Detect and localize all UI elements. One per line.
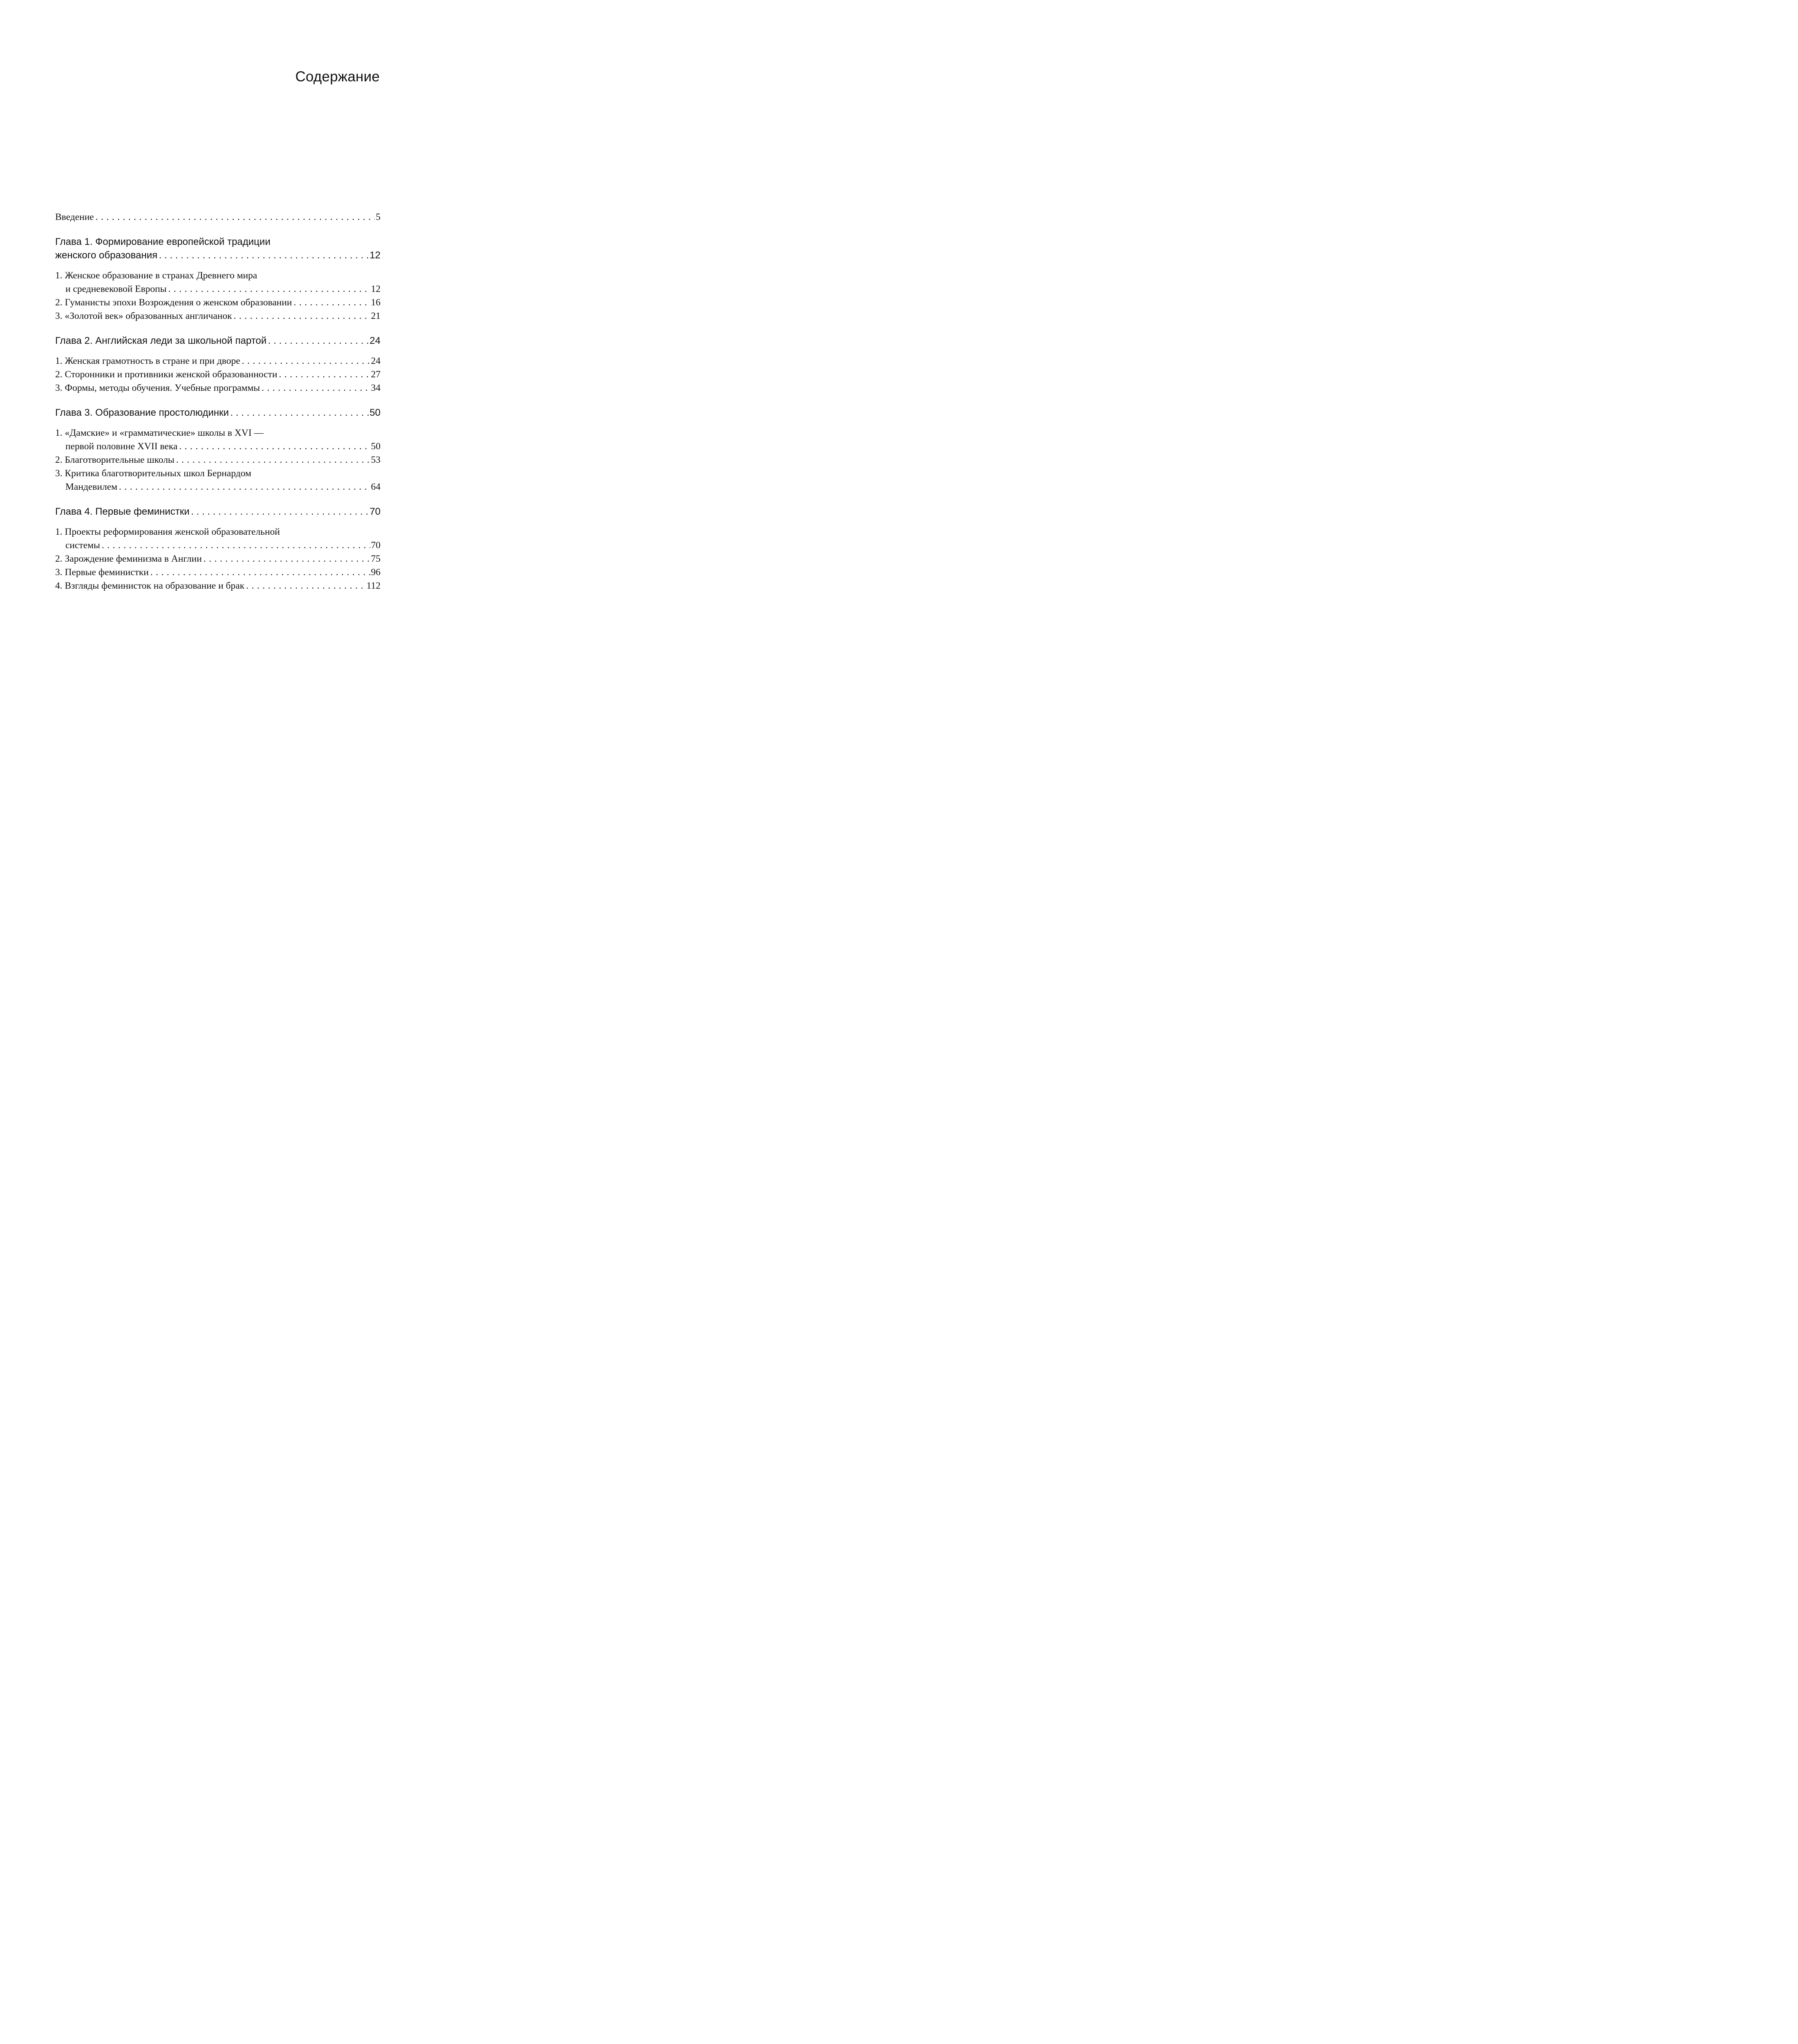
toc-chapter-4[interactable] (55, 505, 381, 518)
toc-chapter-label: Глава 4. Первые феминистки (55, 506, 190, 517)
toc-page-number: 21 (371, 311, 381, 321)
dot-leader (246, 579, 366, 593)
toc-section-label: 4. Взгляды феминисток на образование и брак (55, 580, 245, 591)
toc-section-label: первой половине XVII века (65, 441, 178, 452)
toc-section-label: Мандевилем (65, 482, 117, 492)
toc-page-number: 12 (371, 284, 381, 294)
dot-leader (176, 453, 370, 467)
toc-section-4-3[interactable] (55, 566, 381, 579)
dot-leader (159, 249, 369, 262)
toc-section-2-1[interactable] (55, 354, 381, 368)
dot-leader (102, 539, 370, 552)
toc-page-number: 112 (366, 580, 381, 591)
toc-page-number: 24 (371, 356, 381, 366)
toc-section-3-1[interactable] (55, 440, 381, 453)
toc-section-1-1-title[interactable]: 1. Женское образование в странах Древнего мира (55, 270, 257, 281)
dot-leader (268, 334, 369, 348)
toc-section-3-3-title[interactable]: 3. Критика благотворительных школ Бернардом (55, 468, 251, 479)
toc-section-1-3[interactable] (55, 309, 381, 323)
toc-section-3-3[interactable] (55, 480, 381, 494)
toc-section-label: 2. Благотворительные школы (55, 455, 175, 465)
dot-leader (262, 381, 370, 395)
toc-section-4-1-title[interactable]: 1. Проекты реформирования женской образовательной (55, 527, 280, 537)
toc-section-label: 2. Сторонники и противники женской образованности (55, 369, 278, 380)
toc-section-label: 1. Женская грамотность в стране и при дворе (55, 356, 240, 366)
toc-chapter-1-title[interactable]: Глава 1. Формирование европейской традиции (55, 236, 271, 247)
toc-section-label: системы (65, 540, 100, 551)
toc-section-label: 3. Первые феминистки (55, 567, 149, 578)
toc-chapter-1[interactable] (55, 249, 381, 262)
toc-page-number: 34 (371, 383, 381, 393)
dot-leader (279, 368, 370, 381)
toc-section-label: 3. Формы, методы обучения. Учебные программы (55, 383, 260, 393)
dot-leader (234, 309, 370, 323)
toc-entry-label: Введение (55, 212, 94, 222)
toc-page-number: 24 (369, 335, 381, 346)
dot-leader (168, 282, 370, 296)
dot-leader (191, 505, 369, 519)
toc-section-1-1[interactable] (55, 282, 381, 296)
toc-section-label: 2. Гуманисты эпохи Возрождения о женском образовании (55, 297, 292, 308)
toc-chapter-label: Глава 2. Английская леди за школьной партой (55, 335, 267, 346)
toc-page-number: 96 (371, 567, 381, 578)
toc-section-3-2[interactable] (55, 453, 381, 467)
dot-leader (119, 480, 370, 494)
toc-section-label: и средневековой Европы (65, 284, 167, 294)
toc-section-label: 3. «Золотой век» образованных англичанок (55, 311, 232, 321)
dot-leader (293, 296, 370, 309)
toc-page-number: 64 (371, 482, 381, 492)
dot-leader (242, 354, 370, 368)
toc-section-3-1-title[interactable]: 1. «Дамские» и «грамматические» школы в XVI — (55, 428, 264, 438)
dot-leader (204, 552, 370, 566)
toc-page-number: 5 (376, 212, 381, 222)
toc-chapter-label: женского образования (55, 250, 158, 261)
toc-page-number: 75 (371, 554, 381, 564)
toc-page-number: 50 (369, 407, 381, 418)
toc-section-4-4[interactable] (55, 579, 381, 593)
dot-leader (150, 566, 370, 579)
toc-page-number: 50 (371, 441, 381, 452)
page-title: Содержание (295, 69, 380, 85)
toc-section-4-1[interactable] (55, 539, 381, 552)
toc-section-4-2[interactable] (55, 552, 381, 566)
toc-page-number: 12 (369, 250, 381, 261)
toc-page-number: 16 (371, 297, 381, 308)
toc-chapter-label: Глава 3. Образование простолюдинки (55, 407, 229, 418)
dot-leader (179, 440, 370, 453)
toc-entry-introduction[interactable] (55, 211, 381, 224)
toc-section-2-2[interactable] (55, 368, 381, 381)
toc-page-number: 70 (371, 540, 381, 551)
dot-leader (231, 406, 369, 420)
toc-section-label: 2. Зарождение феминизма в Англии (55, 554, 202, 564)
toc-page-number: 27 (371, 369, 381, 380)
toc-chapter-2[interactable] (55, 334, 381, 347)
toc-section-1-2[interactable] (55, 296, 381, 309)
toc-page-number: 53 (371, 455, 381, 465)
dot-leader (96, 211, 375, 224)
table-of-contents (55, 211, 381, 593)
toc-page-number: 70 (369, 506, 381, 517)
toc-chapter-3[interactable] (55, 406, 381, 419)
toc-section-2-3[interactable] (55, 381, 381, 395)
